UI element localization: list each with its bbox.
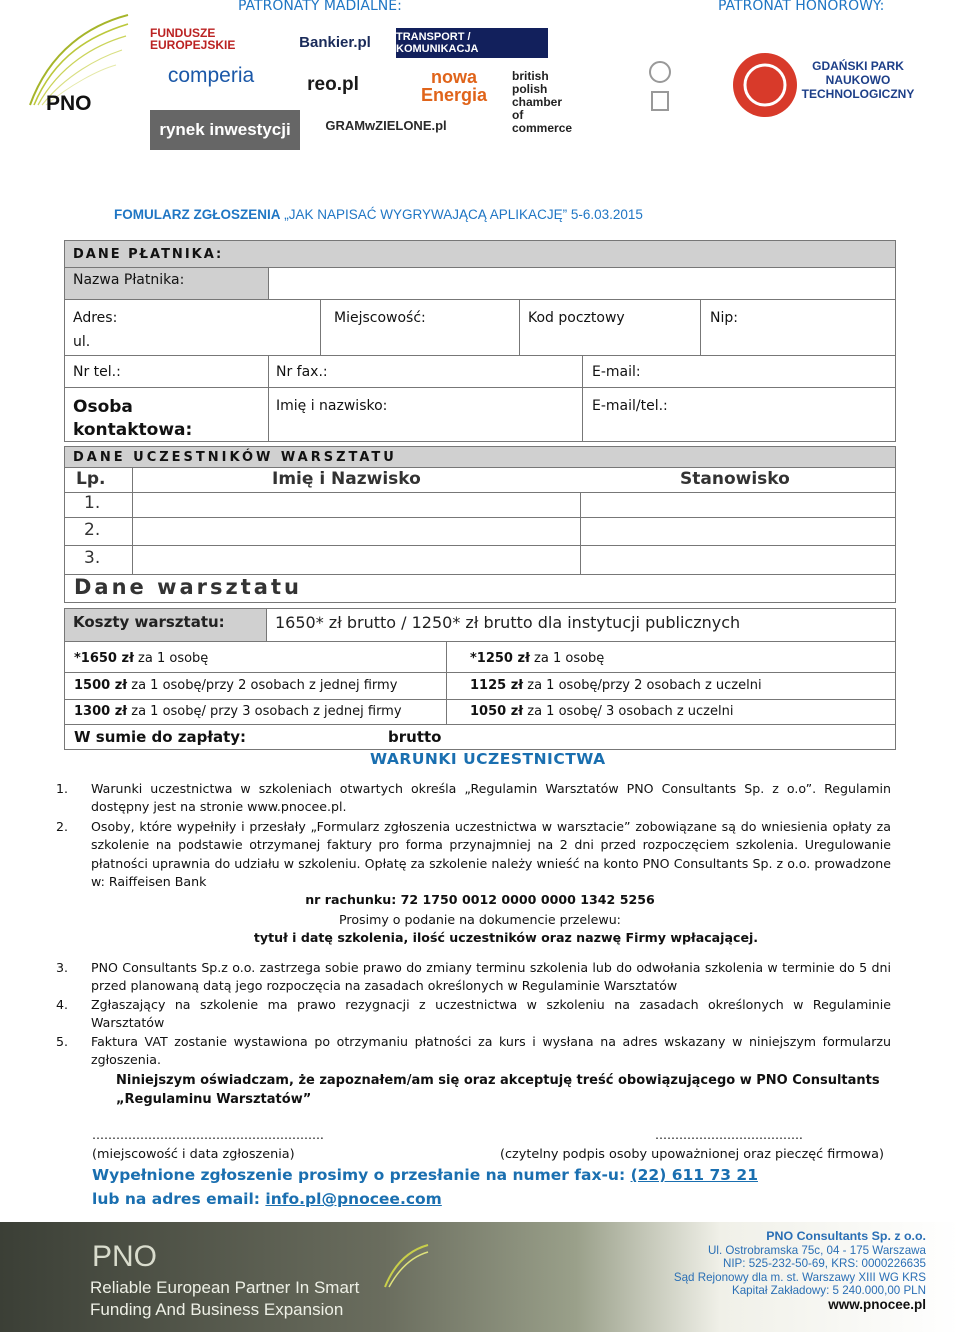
footer-capital: Kapitał Zakładowy: 5 240.000,00 PLN	[732, 1284, 926, 1298]
footer-leaf-icon	[380, 1242, 430, 1292]
nowa-energia-logo: nowa Energia	[420, 67, 488, 105]
patronat-honorowy-label: PATRONAT HONOROWY:	[718, 0, 885, 14]
condition-3: 3. PNO Consultants Sp.z o.o. zastrzega sobie prawo do zmiany terminu szkolenia lub do odwołania szkolenia w terminie do 5 dni przed planowaną datą jego rozpoczęcia na zasadach określonych w Regulaminie Warsztatów	[56, 960, 891, 994]
fax-number-link[interactable]: (22) 611 73 21	[630, 1166, 758, 1184]
cost-label: Koszty warsztatu:	[64, 608, 267, 642]
fax-instruction: Wypełnione zgłoszenie prosimy o przesłanie na numer fax-u: (22) 611 73 21	[92, 1166, 758, 1184]
workshop-title: Dane warsztatu	[74, 575, 302, 599]
footer-company-info	[674, 1230, 926, 1312]
signature-dots-left[interactable]: ………………………………………………….	[92, 1128, 324, 1142]
transport-komunikacja-logo: TRANSPORT / KOMUNIKACJA	[396, 28, 548, 58]
participant-row-1[interactable]: 1.	[84, 493, 101, 513]
contact-email-label[interactable]: E-mail/tel.:	[592, 398, 668, 414]
footer-court: Sąd Rejonowy dla m. st. Warszawy XIII WG KRS	[673, 1270, 926, 1284]
col-name: Imię i Nazwisko	[272, 469, 421, 489]
condition-1: 1. Warunki uczestnictwa w szkoleniach otwartych określa „Regulamin Warsztatów PNO Consultants Sp. z o.o”. Regulamin dostępny jest na stronie www.pnocee.pl.	[56, 781, 891, 815]
footer-address: Ul. Ostrobramska 75c, 04 - 175 Warszawa	[708, 1243, 926, 1257]
price-left-3: 1300 zł za 1 osobę/ przy 3 osobach z jednej firmy	[74, 704, 402, 719]
city-label[interactable]: Miejscowość:	[334, 310, 426, 326]
address-ul-label: ul.	[73, 334, 91, 350]
email-instruction: lub na adres email: info.pl@pnocee.com	[92, 1190, 442, 1208]
footer-tagline-2: Funding And Business Expansion	[90, 1300, 344, 1319]
col-lp: Lp.	[76, 469, 106, 489]
total-amount-field[interactable]	[260, 728, 380, 746]
footer-website[interactable]: www.pnocee.pl	[828, 1296, 926, 1312]
payer-section-header: DANE PŁATNIKA:	[64, 240, 896, 268]
cost-value: 1650* zł brutto / 1250* zł brutto dla instytucji publicznych	[266, 608, 896, 642]
condition-5: 5. Faktura VAT zostanie wystawiona po otrzymaniu płatności za kurs i wysłana na adres wskazany w niniejszym formularzu zgłoszenia.	[56, 1034, 891, 1068]
comperia-logo: comperia	[167, 64, 255, 87]
rynek-inwestycji-logo: rynek inwestycji	[150, 110, 300, 150]
form-title-rest: „JAK NAPISAĆ WYGRYWAJĄCĄ APLIKACJĘ” 5-6.03.2015	[284, 207, 643, 222]
bank-account: nr rachunku: 72 1750 0012 0000 0000 1342 5256	[305, 892, 655, 907]
footer-pno-logo: PNO	[92, 1240, 158, 1273]
participant-row-2[interactable]: 2.	[84, 520, 101, 540]
transfer-fields: tytuł i datę szkolenia, ilość uczestników oraz nazwę Firmy wpłacającej.	[253, 930, 759, 945]
gramwzielone-logo: GRAMwZIELONE.pl	[325, 117, 447, 133]
total-suffix: brutto	[388, 728, 442, 746]
footer-company: PNO Consultants Sp. z o.o.	[766, 1229, 926, 1243]
condition-2: 2. Osoby, które wypełniły i przesłały „Formularz zgłoszenia uczestnictwa w warsztacie” zobowiązane są do wniesienia opłaty za szkolenie na podstawie otrzymanej faktury pro forma przynajmniej na 2 dni przed rozpoczęciem szkolenia. Uregulowanie płatności uprawnia do udziału w szkoleniu. Opłatę za szkolenie należy wnieść na konto PNO Consultants Sp. z o.o. prowadzone w: Raiffeisen Bank	[56, 819, 891, 889]
form-title	[114, 207, 643, 222]
honorowy-small-emblem-icon	[646, 58, 674, 116]
payer-name-label: Nazwa Płatnika:	[64, 267, 269, 300]
form-title-bold: FOMULARZ ZGŁOSZENIA	[114, 207, 281, 222]
payer-name-field[interactable]	[268, 267, 896, 300]
reo-logo: reo.pl	[307, 74, 359, 95]
declaration: Niniejszym oświadczam, że zapoznałem/am się oraz akceptuję treść obowiązującego w PNO Consultants „Regulaminu Warsztatów”	[116, 1073, 880, 1107]
conditions-heading: WARUNKI UCZESTNICTWA	[370, 750, 606, 768]
nip-label[interactable]: Nip:	[710, 310, 738, 326]
price-right-1: *1250 zł za 1 osobę	[470, 651, 605, 666]
email-label[interactable]: E-mail:	[592, 364, 641, 380]
address-row	[64, 299, 896, 356]
contact-person-label: Osoba kontaktowa:	[73, 397, 193, 440]
phone-row	[64, 355, 896, 388]
bankier-logo: Bankier.pl	[299, 33, 371, 51]
price-left-2: 1500 zł za 1 osobę/przy 2 osobach z jednej firmy	[74, 678, 398, 693]
condition-4: 4. Zgłaszający na szkolenie ma prawo rezygnacji z uczestnictwa w szkoleniu na zasadach określonych w Regulaminie Warsztatów	[56, 997, 891, 1031]
col-position: Stanowisko	[680, 469, 790, 489]
signature-dots-right[interactable]: ……………………………….	[655, 1128, 803, 1142]
price-right-2: 1125 zł za 1 osobę/przy 2 osobach z uczelni	[470, 678, 762, 693]
contact-name-label[interactable]: Imię i nazwisko:	[276, 398, 388, 414]
pno-logo	[10, 10, 130, 122]
footer-nip: NIP: 525-232-50-69, KRS: 0000226635	[722, 1257, 926, 1271]
transfer-note: Prosimy o podanie na dokumencie przelewu:	[339, 912, 621, 927]
signature-right-label: (czytelny podpis osoby upoważnionej oraz pieczęć firmowa)	[500, 1147, 884, 1162]
participant-row-3[interactable]: 3.	[84, 548, 101, 568]
signature-left-label: (miejscowość i data zgłoszenia)	[92, 1147, 295, 1162]
price-right-3: 1050 zł za 1 osobę/ 3 osobach z uczelni	[470, 704, 734, 719]
pno-logo-text: PNO	[46, 92, 92, 115]
fax-label[interactable]: Nr fax.:	[276, 364, 328, 380]
participants-section-header: DANE UCZESTNIKÓW WARSZTATU	[64, 446, 896, 468]
gdanski-park-logo: GDAŃSKI PARK NAUKOWO TECHNOLOGICZNY	[801, 59, 915, 101]
footer-tagline-1: Reliable European Partner In Smart	[90, 1278, 360, 1297]
british-polish-chamber-logo: british polish chamber of commerce	[512, 68, 573, 135]
red-emblem-icon	[730, 50, 800, 120]
fundusze-europejskie-logo: FUNDUSZE EUROPEJSKIE	[150, 26, 236, 52]
address-label: Adres:	[73, 310, 118, 326]
email-link[interactable]: info.pl@pnocee.com	[265, 1190, 442, 1208]
price-left-1: *1650 zł za 1 osobę	[74, 651, 209, 666]
phone-label[interactable]: Nr tel.:	[73, 364, 121, 380]
total-label: W sumie do zapłaty:	[74, 728, 247, 746]
patronaty-label: PATRONATY MADIALNE:	[238, 0, 402, 14]
postal-code-label[interactable]: Kod pocztowy	[528, 310, 625, 326]
